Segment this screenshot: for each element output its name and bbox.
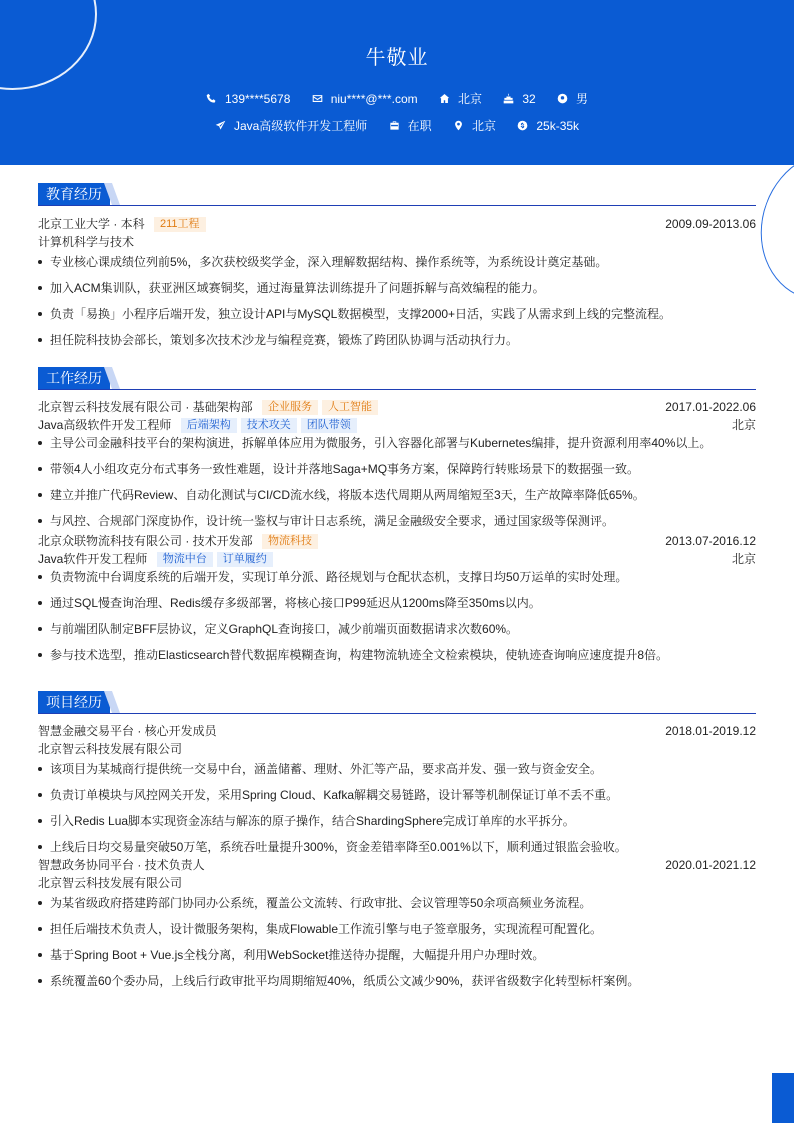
list-item: 主导公司金融科技平台的架构演进，拆解单体应用为微服务，引入容器化部署与Kubernetes编排，提升资源利用率40%以上。: [38, 434, 756, 460]
list-item: 通过SQL慢查询治理、Redis缓存多级部署，将核心接口P99延迟从1200ms降至350ms以内。: [38, 594, 756, 620]
status-text: 在职: [407, 119, 432, 133]
tag: 211工程: [154, 217, 206, 232]
tag: 订单履约: [217, 552, 273, 567]
list-item: 担任院科技协会部长，策划多次技术沙龙与编程竞赛，锻炼了跨团队协调与活动执行力。: [38, 331, 756, 357]
position-info: [215, 117, 367, 134]
location: 北京: [731, 552, 756, 566]
money-icon: [517, 120, 528, 131]
education-section: [38, 183, 756, 357]
briefcase-icon: [389, 120, 400, 131]
intention-row: [0, 117, 794, 134]
status-info: [389, 117, 432, 134]
list-item: 为某省级政府搭建跨部门协同办公系统，覆盖公文流转、行政审批、会议管理等50余项高频业务流程。: [38, 894, 756, 920]
tag: 企业服务: [262, 400, 318, 415]
position-text: Java高级软件开发工程师: [233, 119, 368, 133]
list-item: 担任后端技术负责人，设计微服务架构，集成Flowable工作流引擎与电子签章服务，实现流程可配置化。: [38, 920, 756, 946]
cake-icon: [503, 93, 514, 104]
tag: 团队带领: [301, 418, 357, 433]
projects-section: [38, 691, 756, 998]
list-item: 专业核心课成绩位列前5%，多次获校级奖学金，深入理解数据结构、操作系统等，为系统设计奠定基础。: [38, 253, 756, 279]
work-section: [38, 367, 756, 672]
education-entry-header: [38, 215, 756, 233]
send-icon: [215, 120, 226, 131]
date-range: 2018.01-2019.12: [665, 724, 756, 738]
list-item: 该项目为某城商行提供统一交易中台，涵盖储蓄、理财、外汇等产品，要求高并发、强一致与资金安全。: [38, 760, 756, 786]
section-title: 工作经历: [38, 367, 110, 389]
candidate-name: 牛敬业: [365, 47, 429, 69]
email-text: niu****@***.com: [330, 91, 418, 106]
location: 北京: [731, 418, 756, 432]
target-city-text: 北京: [472, 119, 497, 133]
gender-icon: [557, 93, 568, 104]
bullet-list: [38, 568, 756, 672]
list-item: 参与技术选型，推动Elasticsearch替代数据库模糊查询，构建物流轨迹全文检索模块，使轨迹查询响应速度提升8倍。: [38, 646, 756, 672]
tag: 物流中台: [157, 552, 213, 567]
salary-info: [517, 119, 579, 133]
location-pin-icon: [453, 120, 464, 131]
home-icon: [439, 93, 450, 104]
date-range: 2013.07-2016.12: [665, 534, 756, 548]
project-entry-header: [38, 722, 756, 740]
phone-info: [206, 92, 290, 106]
school-name: 北京工业大学 · 本科: [38, 217, 145, 231]
list-item: 负责订单模块与风控网关开发，采用Spring Cloud、Kafka解耦交易链路，设计幂等机制保证订单不丢不重。: [38, 786, 756, 812]
tag: 后端架构: [181, 418, 237, 433]
gender-text: 男: [576, 92, 589, 106]
list-item: 加入ACM集训队，获亚洲区域赛铜奖，通过海量算法训练提升了问题拆解与高效编程的能力。: [38, 279, 756, 305]
mail-icon: [312, 93, 323, 104]
date-range: 2009.09-2013.06: [665, 217, 756, 231]
tag: 技术攻关: [241, 418, 297, 433]
list-item: 带领4人小组攻克分布式事务一致性难题，设计并落地Saga+MQ事务方案，保障跨行转账场景下的数据强一致。: [38, 460, 756, 486]
section-title-bar: [38, 691, 756, 714]
list-item: 基于Spring Boot + Vue.js全栈分离，利用WebSocket推送待办提醒，大幅提升用户办理时效。: [38, 946, 756, 972]
list-item: 上线后日均交易量突破50万笔，系统吞吐量提升300%，资金差错率降至0.001%以下，顺利通过银监会验收。: [38, 838, 756, 864]
section-title-bar: [38, 367, 756, 390]
role-line: [38, 416, 756, 434]
company-name: 北京众联物流科技有限公司 · 技术开发部: [38, 534, 253, 548]
phone-text: 139****5678: [224, 91, 291, 106]
phone-icon: [206, 93, 217, 104]
project-entry-header: [38, 856, 756, 874]
tag: 人工智能: [322, 400, 378, 415]
bullet-list: [38, 253, 756, 357]
project-name: 智慧政务协同平台 · 技术负责人: [38, 858, 205, 872]
age-text: 32: [522, 91, 536, 106]
email-info: [312, 92, 418, 106]
contact-row: [0, 90, 794, 107]
list-item: 与前端团队制定BFF层协议，定义GraphQL查询接口，减少前端页面数据请求次数60%。: [38, 620, 756, 646]
role-title: Java软件开发工程师: [38, 552, 148, 566]
list-item: 引入Redis Lua脚本实现资金冻结与解冻的原子操作，结合ShardingSphere完成订单库的水平拆分。: [38, 812, 756, 838]
list-item: 建立并推广代码Review、自动化测试与CI/CD流水线，将版本迭代周期从两周缩短至3天，生产故障率降低65%。: [38, 486, 756, 512]
gender-info: [557, 90, 588, 107]
section-title-bar: [38, 183, 756, 206]
list-item: 负责「易换」小程序后端开发，独立设计API与MySQL数据模型，支撑2000+日活，实践了从需求到上线的完整流程。: [38, 305, 756, 331]
work-entry-header: [38, 398, 756, 416]
role-title: Java高级软件开发工程师: [38, 418, 172, 432]
date-range: 2020.01-2021.12: [665, 858, 756, 872]
project-company: 北京智云科技发展有限公司: [38, 876, 183, 890]
header-banner: [0, 0, 794, 165]
city-info: [439, 90, 482, 107]
bullet-list: [38, 760, 756, 864]
role-line: [38, 550, 756, 568]
major: 计算机科学与技术: [38, 235, 135, 249]
salary-text: 25k-35k: [536, 118, 580, 133]
decorative-corner-block: [772, 1073, 794, 1123]
section-title: 项目经历: [38, 691, 110, 713]
bullet-list: [38, 894, 756, 998]
target-city-info: [453, 117, 496, 134]
company-name: 北京智云科技发展有限公司 · 基础架构部: [38, 400, 253, 414]
section-title: 教育经历: [38, 183, 110, 205]
list-item: 负责物流中台调度系统的后端开发，实现订单分派、路径规划与仓配状态机，支撑日均50万运单的实时处理。: [38, 568, 756, 594]
list-item: 与风控、合规部门深度协作，设计统一鉴权与审计日志系统，满足金融级安全要求，通过国家级等保测评。: [38, 512, 756, 538]
project-company: 北京智云科技发展有限公司: [38, 742, 183, 756]
list-item: 系统覆盖60个委办局，上线后行政审批平均周期缩短40%，纸质公文减少90%，获评省级数字化转型标杆案例。: [38, 972, 756, 998]
tag: 物流科技: [262, 534, 318, 549]
city-text: 北京: [457, 92, 482, 106]
work-entry-header: [38, 532, 756, 550]
date-range: 2017.01-2022.06: [665, 400, 756, 414]
project-name: 智慧金融交易平台 · 核心开发成员: [38, 724, 217, 738]
bullet-list: [38, 434, 756, 538]
age-info: [503, 92, 535, 106]
